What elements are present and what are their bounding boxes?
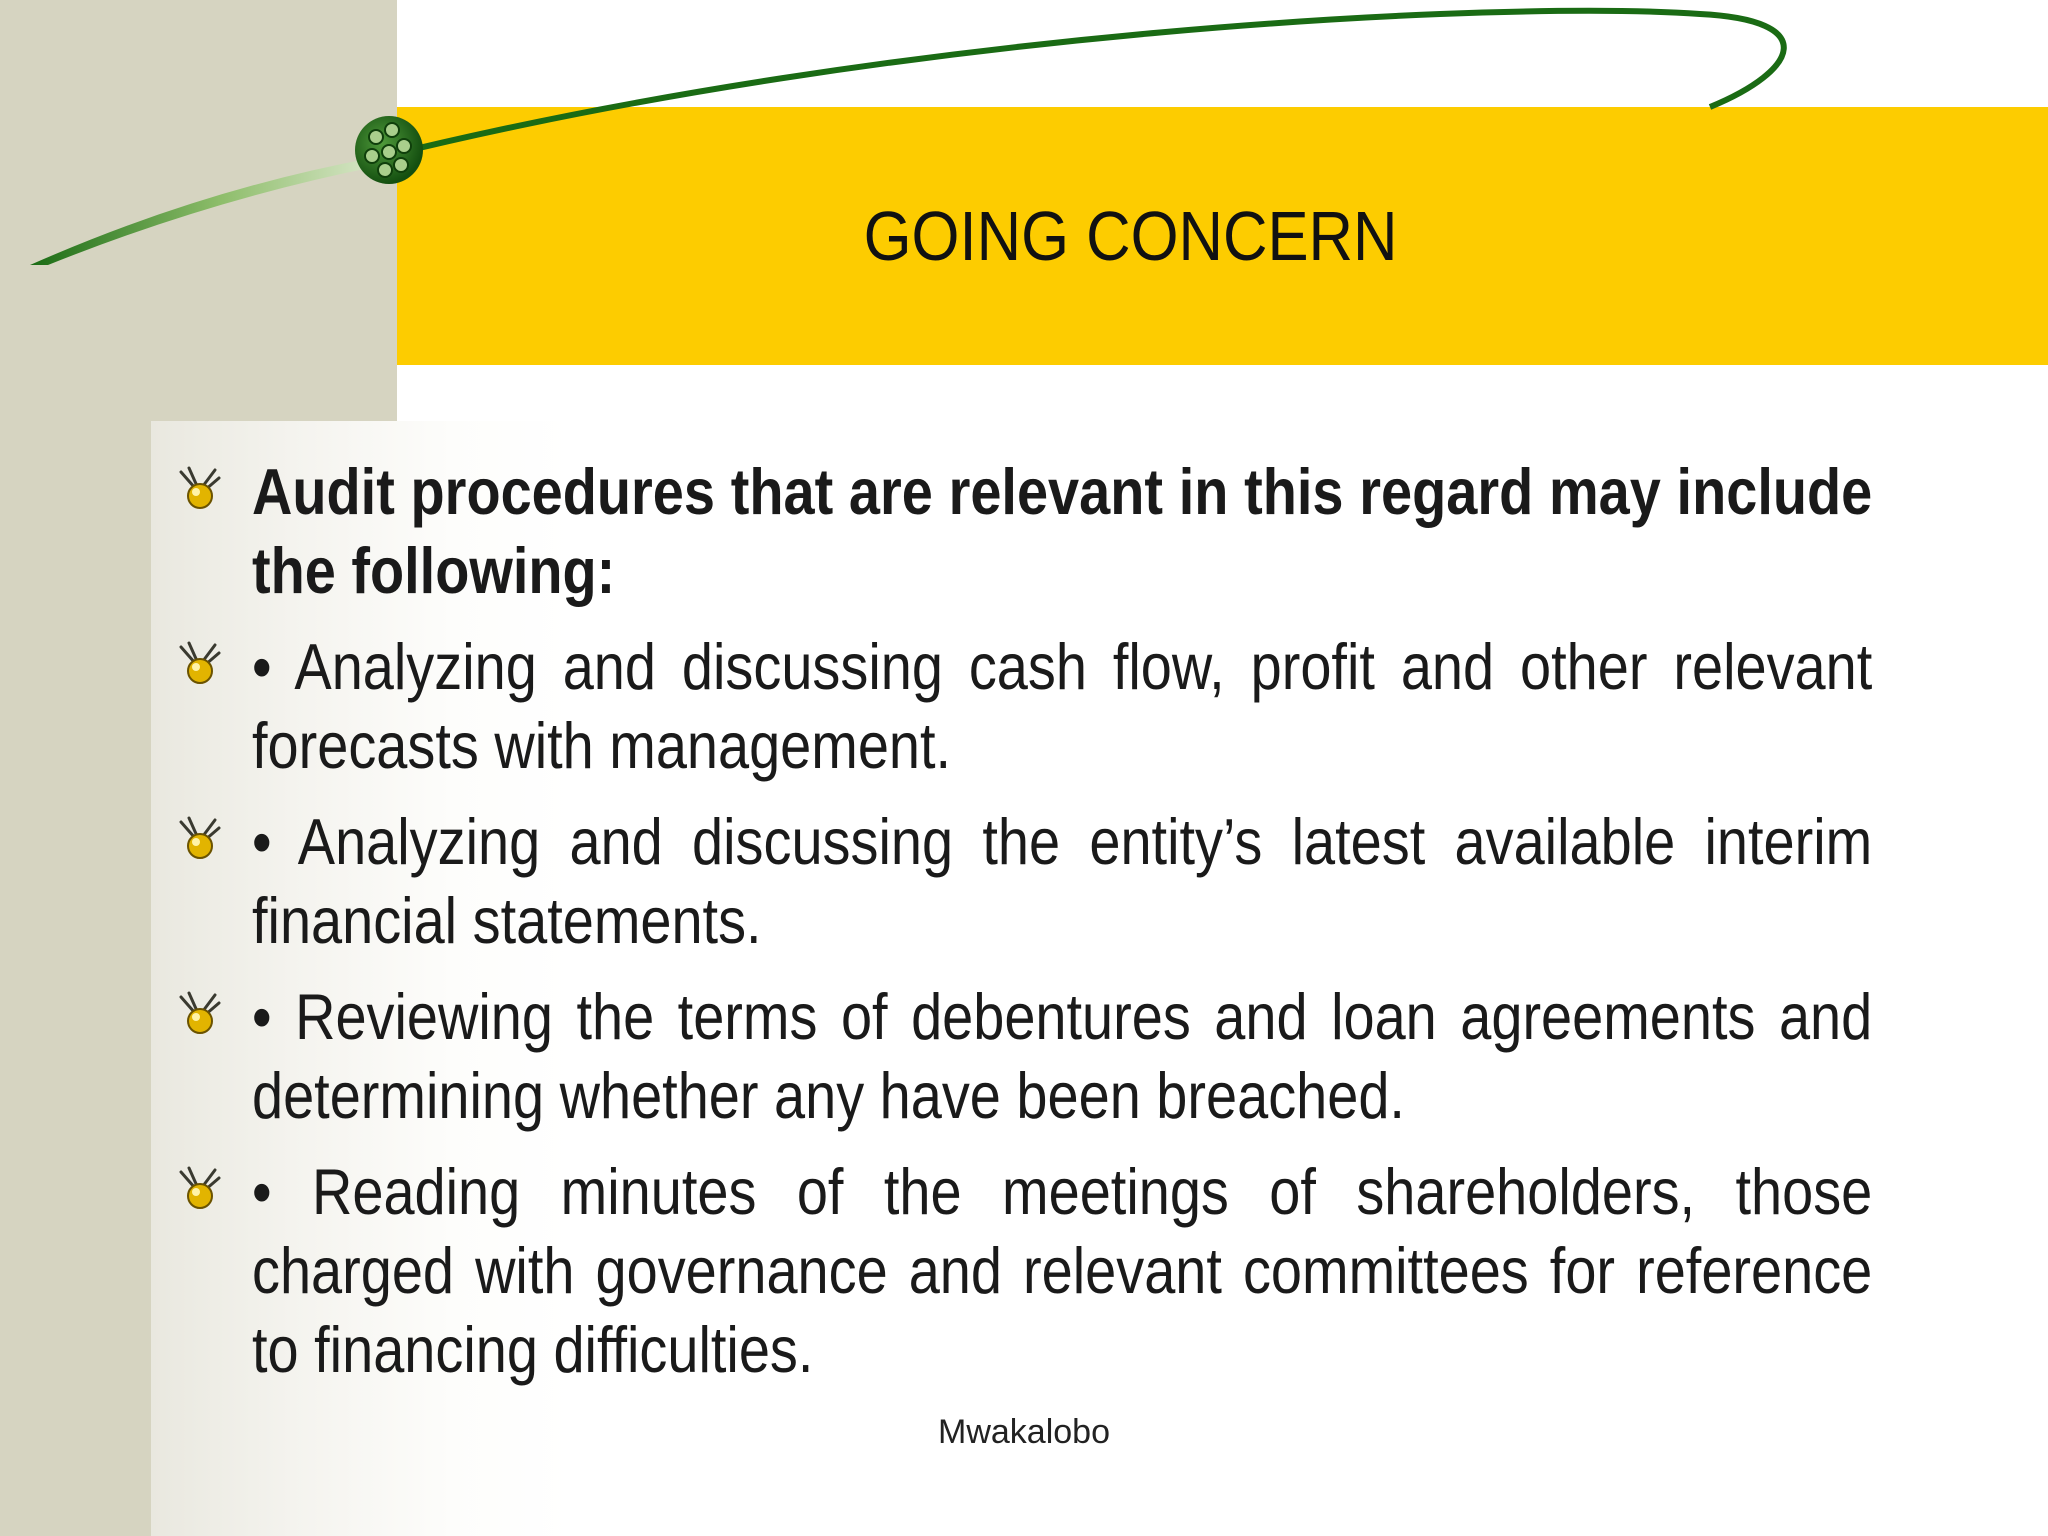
bullet-item [175,452,1873,610]
green-orb-icon [355,116,423,184]
flower-bullet-icon [175,814,225,864]
bullet-text: • Analyzing and discussing cash flow, profit and other relevant forecasts with management. [252,630,1873,782]
flower-bullet-icon [175,464,225,514]
bullet-item [175,1152,1873,1389]
bullet-text: Audit procedures that are relevant in this regard may include the following: [252,455,1873,607]
swoosh-tail [30,158,374,265]
bullet-item [175,802,1873,960]
bullet-text: • Reading minutes of the meetings of shareholders, those charged with governance and relevant committees for reference to financing difficulties. [252,1155,1873,1386]
flower-bullet-icon [175,639,225,689]
flower-bullet-icon [175,1164,225,1214]
slide-title: GOING CONCERN [863,197,1398,275]
flower-bullet-icon [175,989,225,1039]
bullet-text: • Reviewing the terms of debentures and loan agreements and determining whether any have been breached. [252,980,1873,1132]
bullet-list [175,452,1873,1406]
footer-author: Mwakalobo [938,1413,1110,1451]
bullet-item [175,627,1873,785]
bullet-item [175,977,1873,1135]
bullet-text: • Analyzing and discussing the entity’s latest available interim financial statements. [252,805,1873,957]
